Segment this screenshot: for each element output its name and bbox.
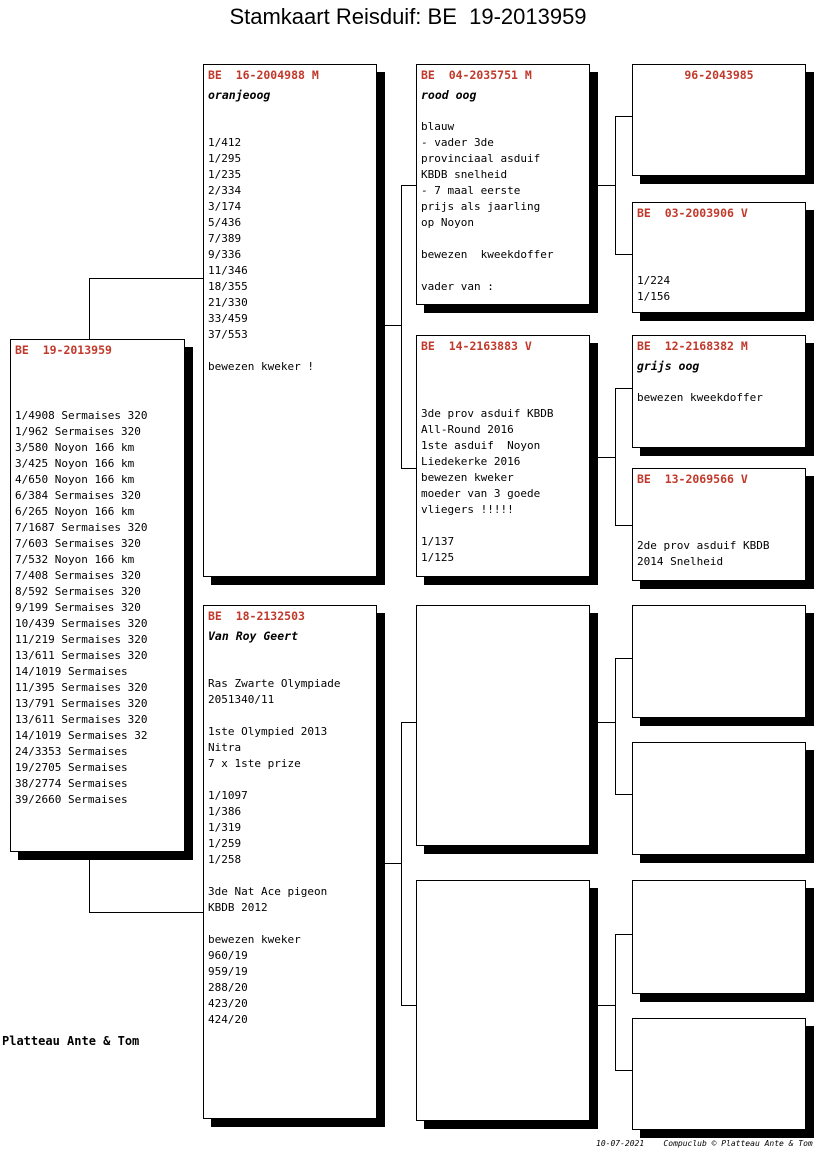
connector <box>89 278 90 339</box>
father-card <box>203 64 377 577</box>
paternal-grandfather-name: rood oog <box>421 88 477 102</box>
mother-name: Van Roy Geert <box>208 629 299 643</box>
connector <box>615 934 632 935</box>
connector <box>615 1070 632 1071</box>
great-grandparent-ring-1: 96-2043985 <box>684 68 754 82</box>
connector <box>615 254 632 255</box>
connector <box>401 722 402 1006</box>
subject-card <box>10 339 185 852</box>
great-grandparent-ring-3: BE 12-2168382 M <box>637 339 748 353</box>
connector <box>384 863 402 864</box>
connector <box>615 116 616 254</box>
great-grandparent-card-4 <box>632 468 806 581</box>
connector <box>596 457 615 458</box>
connector <box>615 116 632 117</box>
connector <box>615 934 616 1070</box>
great-grandparent-card-6 <box>632 742 806 855</box>
connector <box>615 525 632 526</box>
connector <box>615 658 632 659</box>
subject-results: 1/4908 Sermaises 320 1/962 Sermaises 320 3/580 Noyon 166 km 3/425 Noyon 166 km 4/650 Noyon 166 km 6/384 Sermaises 320 6/265 Noyon 166 km 7/1687 Sermaises 320 7/603 Sermaises 320 7/532 Noyon 166 km 7/408 Sermaises 320 8/592 Sermaises 320 9/199 Sermaises 320 10/439 Sermaises 320 11/219 Sermaises 320 13/611 Sermaises 320 14/1019 Sermaises 11/395 Sermaises 320 13/791 Sermaises 320 13/611 Sermaises 320 14/1019 Sermaises 32 24/3353 Sermaises 19/2705 Sermaises 38/2774 Sermaises 39/2660 Sermaises <box>15 409 148 806</box>
connector <box>596 1005 615 1006</box>
connector <box>401 185 417 186</box>
paternal-grandfather-details: blauw - vader 3de provinciaal asduif KBDB snelheid - 7 maal eerste prijs als jaarling op Noyon bewezen kweekdoffer vader van : <box>421 120 554 293</box>
father-details: 1/412 1/295 1/235 2/334 3/174 5/436 7/389 9/336 11/346 18/355 21/330 33/459 37/553 bewezen kweker ! <box>208 136 314 373</box>
connector <box>615 794 632 795</box>
mother-ring: BE 18-2132503 <box>208 609 305 623</box>
maternal-grandfather-card <box>416 605 590 846</box>
page-title: Stamkaart Reisduif: BE 19-2013959 <box>229 4 587 29</box>
great-grandparent-details-3: bewezen kweekdoffer <box>637 391 763 404</box>
connector <box>401 722 417 723</box>
great-grandparent-card-3 <box>632 335 806 448</box>
father-name: oranjeoog <box>208 88 271 102</box>
great-grandparent-card-1 <box>632 64 806 176</box>
great-grandparent-ring-2: BE 03-2003906 V <box>637 206 748 220</box>
connector <box>401 185 402 468</box>
maternal-grandmother-card <box>416 880 590 1121</box>
subject-ring: BE 19-2013959 <box>15 343 112 357</box>
connector <box>596 722 615 723</box>
connector <box>401 468 417 469</box>
connector <box>89 860 90 912</box>
father-ring: BE 16-2004988 M <box>208 68 319 82</box>
paternal-grandmother-details: 3de prov asduif KBDB All-Round 2016 1ste asduif Noyon Liedekerke 2016 bewezen kweker moeder van 3 goede vliegers !!!!! 1/137 1/125 <box>421 407 554 564</box>
great-grandparent-card-5 <box>632 605 806 718</box>
great-grandparent-details-4: 2de prov asduif KBDB 2014 Snelheid <box>637 539 770 568</box>
great-grandparent-card-2 <box>632 202 806 313</box>
connector <box>596 185 615 186</box>
great-grandparent-details-2: 1/224 1/156 <box>637 274 671 303</box>
connector <box>89 912 204 913</box>
great-grandparent-name-3: grijs oog <box>637 359 700 373</box>
connector <box>89 278 204 279</box>
owner-name: Platteau Ante & Tom <box>2 1034 140 1048</box>
paternal-grandfather-ring: BE 04-2035751 M <box>421 68 532 82</box>
paternal-grandmother-ring: BE 14-2163883 V <box>421 339 532 353</box>
mother-details: Ras Zwarte Olympiade 2051340/11 1ste Olympied 2013 Nitra 7 x 1ste prize 1/1097 1/386 1/319 1/259 1/258 3de Nat Ace pigeon KBDB 2012 bewezen kweker 960/19 959/19 288/20 423/20 424/20 <box>208 677 341 1026</box>
great-grandparent-card-7 <box>632 880 806 994</box>
great-grandparent-card-8 <box>632 1018 806 1130</box>
connector <box>615 388 632 389</box>
connector <box>615 658 616 794</box>
connector <box>615 388 616 525</box>
paternal-grandmother-card <box>416 335 590 577</box>
footer-credit: 10-07-2021 Compuclub © Platteau Ante & Tom <box>596 1139 813 1148</box>
connector <box>401 1005 417 1006</box>
connector <box>384 325 402 326</box>
paternal-grandfather-card <box>416 64 590 305</box>
mother-card <box>203 605 377 1119</box>
great-grandparent-ring-4: BE 13-2069566 V <box>637 472 748 486</box>
